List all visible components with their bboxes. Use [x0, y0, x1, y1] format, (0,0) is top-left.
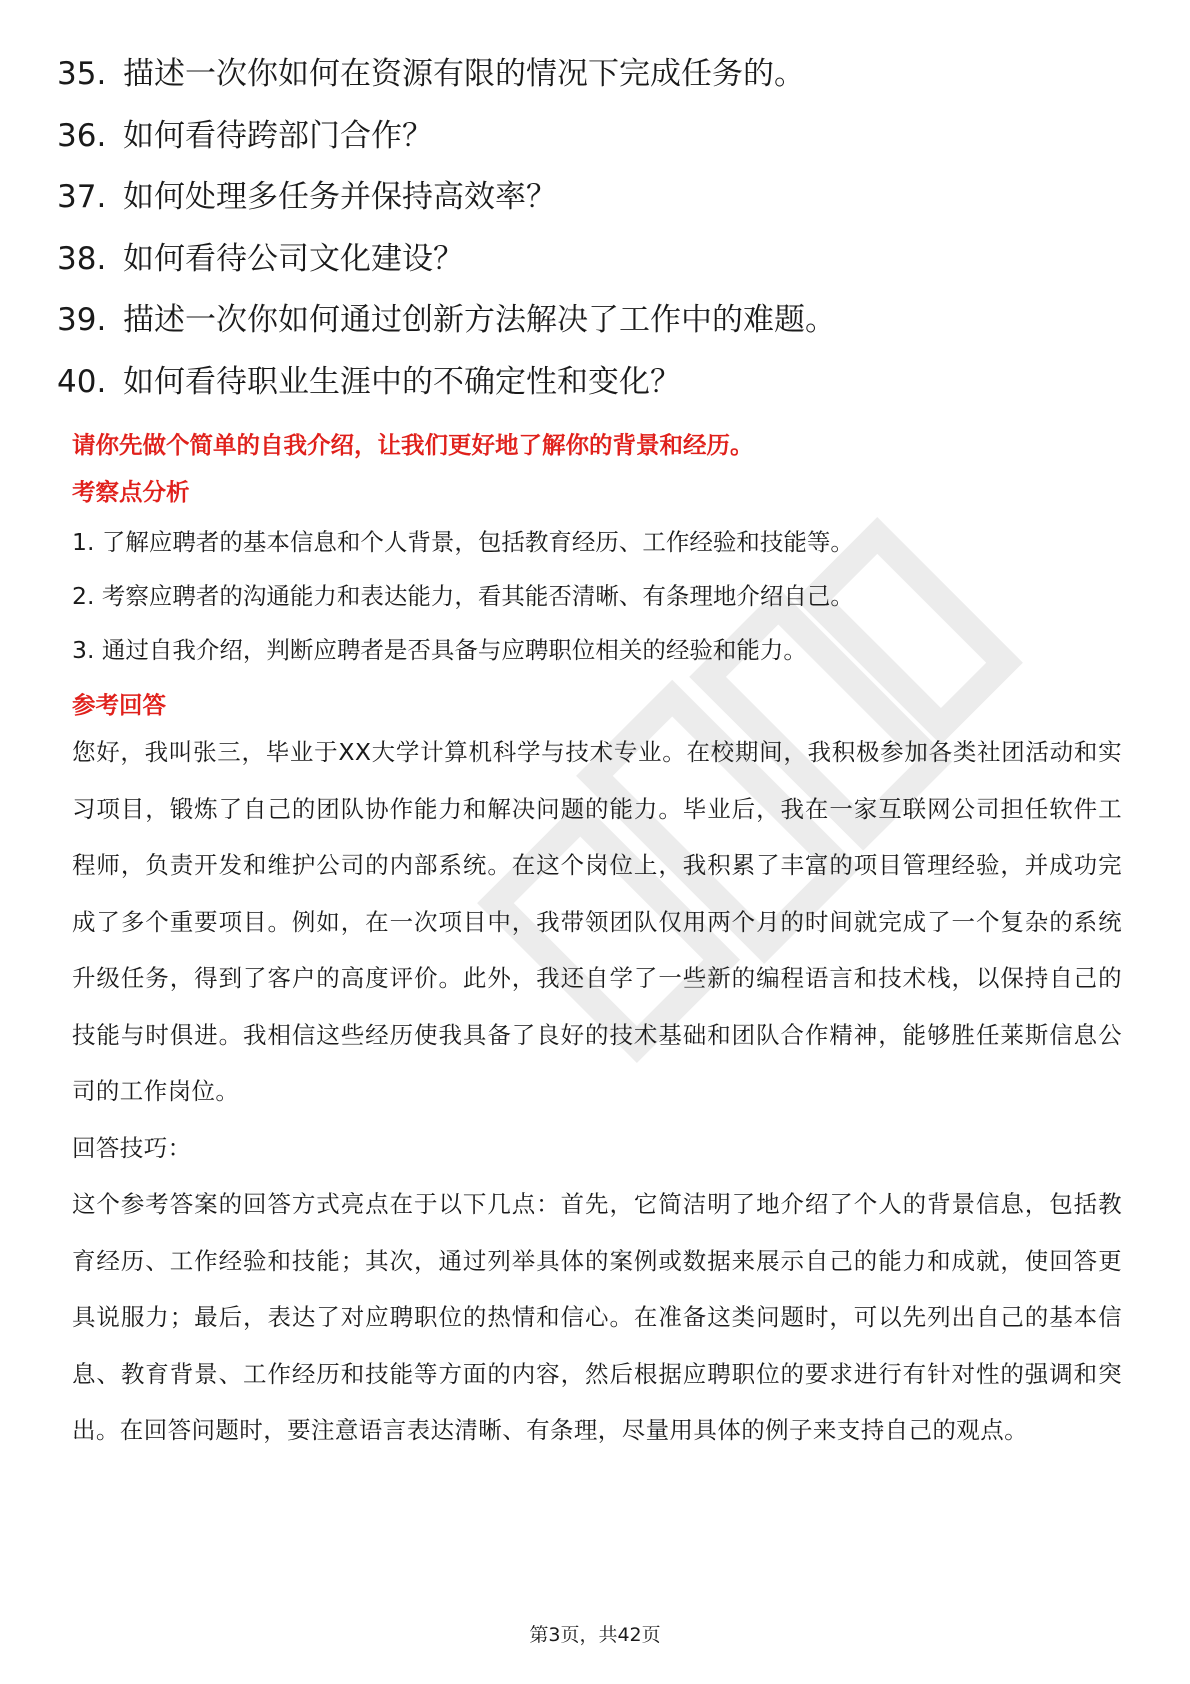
answer-heading: 参考回答 — [72, 691, 166, 719]
answer-paragraph: 您好，我叫张三，毕业于XX大学计算机科学与技术专业。在校期间，我积极参加各类社团活动和实习项目，锻炼了自己的团队协作能力和解决问题的能力。毕业后，我在一家互联网公司担任软件工程师，负责开发和维护公司的内部系统。在这个岗位上，我积累了丰富的项目管理经验，并成功完成了多个重要项目。例如，在一次项目中，我带领团队仅用两个月的时间就完成了一个复杂的系统升级任务，得到了客户的高度评价。此外，我还自学了一些新的编程语言和技术栈，以保持自己的技能与时俱进。我相信这些经历使我具备了良好的技术基础和团队合作精神，能够胜任莱斯信息公司的工作岗位。 — [72, 738, 1122, 1105]
analysis-heading: 考察点分析 — [72, 478, 190, 506]
section-question-heading: 请你先做个简单的自我介绍，让我们更好地了解你的背景和经历。 — [72, 431, 754, 459]
question-list — [57, 44, 1157, 413]
page-number: 第3页，共42页 — [529, 1624, 661, 1646]
question-section — [72, 430, 1122, 1459]
question-item — [57, 229, 1157, 291]
question-text: 描述一次你如何通过创新方法解决了工作中的难题。 — [123, 302, 836, 338]
question-text: 描述一次你如何在资源有限的情况下完成任务的。 — [123, 56, 805, 92]
question-number: 38. — [57, 240, 107, 277]
question-text: 如何处理多任务并保持高效率？ — [123, 179, 557, 215]
analysis-item: 1. 了解应聘者的基本信息和个人背景，包括教育经历、工作经验和技能等。 — [72, 528, 854, 556]
analysis-item: 3. 通过自我介绍，判断应聘者是否具备与应聘职位相关的经验和能力。 — [72, 636, 807, 664]
question-item — [57, 106, 1157, 168]
analysis-list — [72, 515, 1122, 677]
question-item — [57, 44, 1157, 106]
question-number: 35. — [57, 56, 107, 92]
tips-heading: 回答技巧： — [72, 1133, 192, 1162]
question-number: 39. — [57, 302, 107, 338]
question-text: 如何看待跨部门合作？ — [123, 117, 433, 154]
question-item — [57, 290, 1157, 352]
tips-paragraph: 这个参考答案的回答方式亮点在于以下几点：首先，它简洁明了地介绍了个人的背景信息，包括教育经历、工作经验和技能；其次，通过列举具体的案例或数据来展示自己的能力和成就，使回答更具说服力；最后，表达了对应聘职位的热情和信心。在准备这类问题时，可以先列出自己的基本信息、教育背景、工作经历和技能等方面的内容，然后根据应聘职位的要求进行有针对性的强调和突出。在回答问题时，要注意语言表达清晰、有条理，尽量用具体的例子来支持自己的观点。 — [72, 1190, 1122, 1444]
question-text: 如何看待职业生涯中的不确定性和变化？ — [123, 363, 681, 400]
analysis-item: 2. 考察应聘者的沟通能力和表达能力，看其能否清晰、有条理地介绍自己。 — [72, 582, 854, 610]
question-number: 37. — [57, 179, 107, 215]
question-number: 36. — [57, 117, 107, 154]
question-number: 40. — [57, 363, 107, 400]
question-text: 如何看待公司文化建设？ — [123, 240, 464, 277]
question-item — [57, 352, 1157, 414]
question-item — [57, 167, 1157, 229]
